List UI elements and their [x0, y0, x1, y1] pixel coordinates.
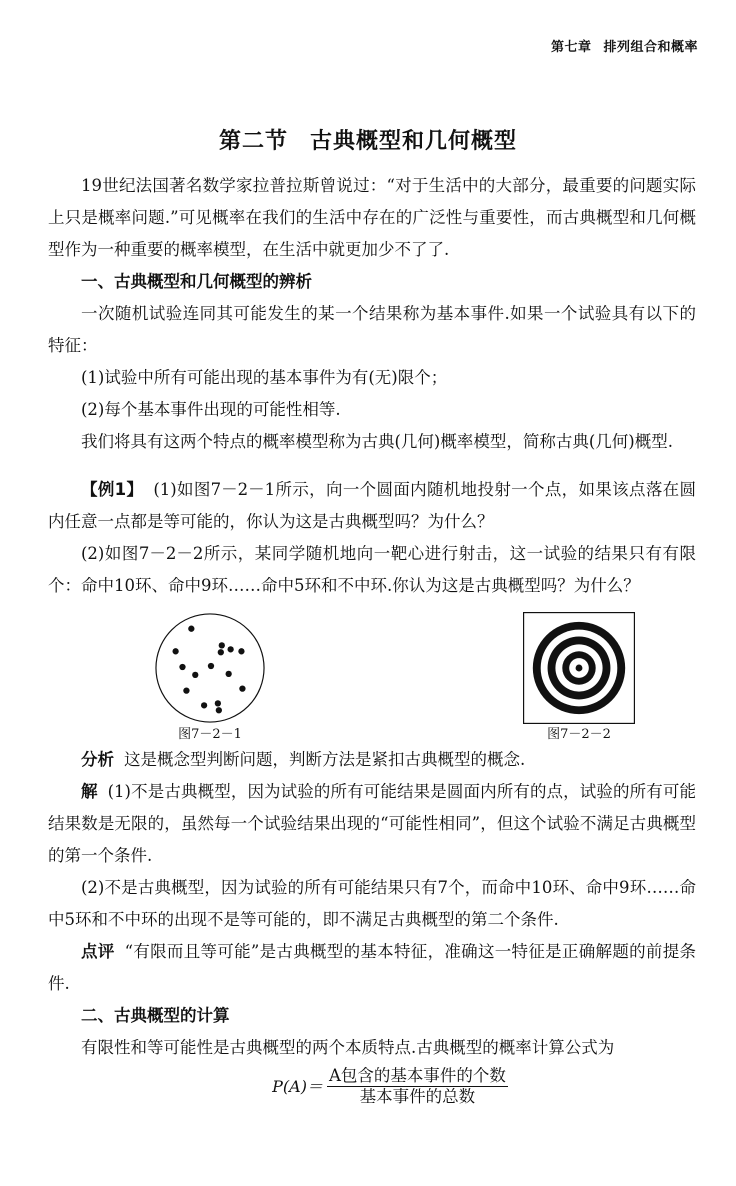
random-point	[226, 671, 232, 677]
circle-with-random-points-figure	[153, 612, 267, 724]
analysis-text: 这是概念型判断问题，判断方法是紧扣古典概型的概念.	[124, 750, 526, 769]
section-title	[0, 124, 736, 155]
example-label: 【例1】	[81, 480, 144, 499]
example-q1-text: (1)如图7－2－1所示，向一个圆面内随机地投射一个点，如果该点落在圆内任意一点都是等可能的，你认为这是古典概型吗？为什么？	[48, 480, 696, 531]
definition-paragraph: 一次随机试验连同其可能发生的某一个结果称为基本事件.如果一个试验具有以下的特征：	[48, 304, 696, 355]
bullseye	[576, 665, 583, 672]
figure-7-2-1-caption: 图7－2－1	[178, 727, 242, 742]
random-point	[172, 648, 178, 654]
random-point	[238, 648, 244, 654]
random-point	[201, 702, 207, 708]
random-point	[208, 663, 214, 669]
chapter-number: 第七章	[550, 40, 592, 55]
example-question-2: (2)如图7－2－2所示，某同学随机地向一靶心进行射击，这一试验的结果只有有限个：命中10环、命中9环……命中5环和不中环.你认为这是古典概型吗？为什么？	[48, 544, 696, 595]
random-point	[179, 664, 185, 670]
part2-heading: 二、古典概型的计算	[81, 1006, 230, 1025]
section-number: 第二节	[218, 129, 288, 154]
condition-1: (1)试验中所有可能出现的基本事件为有(无)限个；	[81, 368, 448, 387]
chapter-title: 排列组合和概率	[603, 40, 698, 55]
figures-row	[48, 602, 696, 744]
target-figure	[522, 612, 636, 724]
random-point	[227, 646, 233, 652]
page-body	[48, 170, 696, 1107]
formula-intro: 有限性和等可能性是古典概型的两个本质特点.古典概型的概率计算公式为	[81, 1038, 615, 1057]
analysis-paragraph	[48, 744, 696, 776]
random-point	[218, 649, 224, 655]
figure-7-2-1	[153, 612, 267, 744]
solution-1-text: (1)不是古典概型，因为试验的所有可能结果是圆面内所有的点，试验的所有可能结果数是无限的，虽然每一个试验结果出现的“可能性相同”，但这个试验不满足古典概型的第一个条件.	[48, 782, 697, 865]
running-header	[551, 36, 698, 55]
random-point	[219, 642, 225, 648]
formula-lhs: P(A)＝	[272, 1076, 323, 1096]
condition-2: (2)每个基本事件出现的可能性相等.	[81, 400, 341, 419]
part1-heading: 一、古典概型和几何概型的辨析	[81, 272, 312, 291]
formula-numerator: A包含的基本事件的个数	[328, 1066, 506, 1085]
example-question-1	[48, 474, 696, 538]
formula-denominator: 基本事件的总数	[359, 1087, 476, 1106]
intro-paragraph: 19世纪法国著名数学家拉普拉斯曾说过：“对于生活中的大部分，最重要的问题实际上只是概率问题.”可见概率在我们的生活中存在的广泛性与重要性，而古典概型和几何概型作为一种重要的概率模型，在生活中就更加少不了了.	[48, 176, 696, 259]
definition-conclusion: 我们将具有这两个特点的概率模型称为古典(几何)概率模型，简称古典(几何)概型.	[81, 432, 673, 451]
solution-2: (2)不是古典概型，因为试验的所有可能结果只有7个，而命中10环、命中9环……命中5环和不中环的出现不是等可能的，即不满足古典概型的第二个条件.	[48, 878, 696, 929]
figure-7-2-2-caption: 图7－2－2	[547, 727, 611, 742]
probability-formula	[84, 1066, 696, 1107]
random-point	[188, 626, 194, 632]
section-name: 古典概型和几何概型	[310, 129, 518, 154]
random-point	[239, 685, 245, 691]
solution-1	[48, 776, 696, 872]
comment-label: 点评	[81, 942, 115, 961]
comment-paragraph	[48, 936, 696, 1000]
formula-fraction	[327, 1066, 508, 1107]
analysis-label: 分析	[81, 750, 114, 769]
random-point	[183, 687, 189, 693]
comment-text: “有限而且等可能”是古典概型的基本特征，准确这一特征是正确解题的前提条件.	[48, 942, 696, 993]
random-point	[215, 700, 221, 706]
figure-7-2-2	[522, 612, 636, 744]
random-point	[216, 707, 222, 713]
solution-label: 解	[81, 782, 98, 801]
random-point	[192, 672, 198, 678]
